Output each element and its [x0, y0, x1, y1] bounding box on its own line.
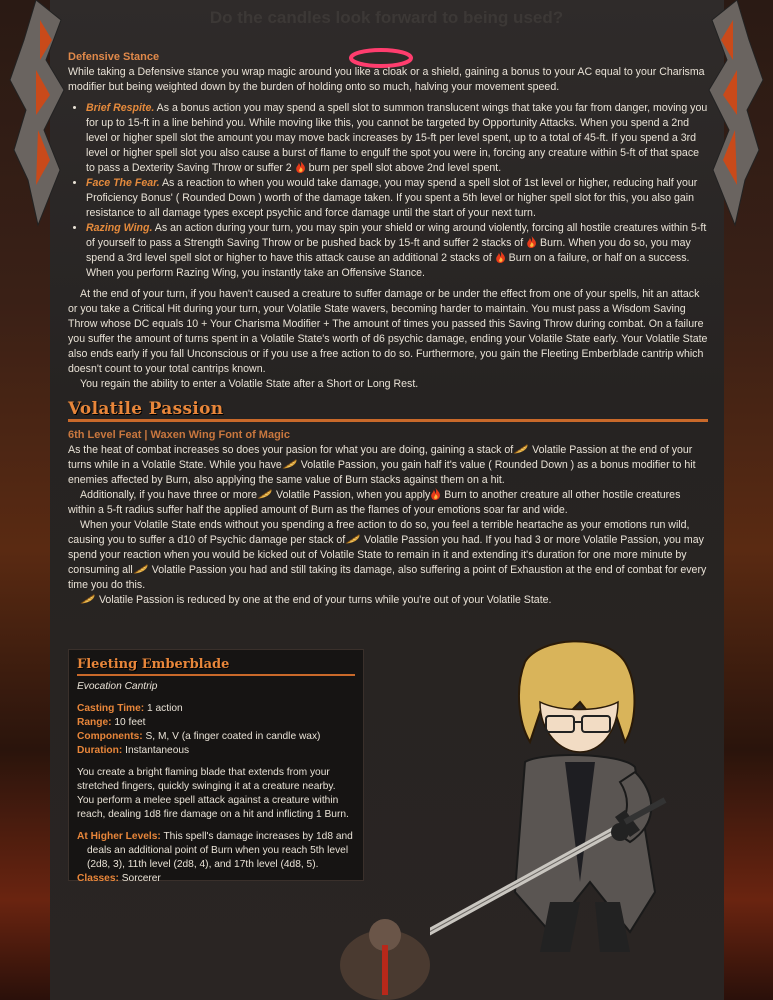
- classes-value: Sorcerer: [118, 873, 161, 884]
- classes-label: Classes:: [77, 873, 119, 884]
- components-label: Components:: [77, 731, 143, 742]
- feather-icon: [282, 458, 298, 470]
- flame-icon: [526, 236, 537, 248]
- flame-icon: [295, 161, 306, 173]
- spell-name: Fleeting Emberblade: [77, 657, 230, 672]
- spell-duration: [77, 744, 355, 758]
- list-item-face-the-fear: [86, 176, 708, 221]
- brief-respite-text-a: As a bonus action you may spend a spell slot to summon translucent wings that take you far from danger, moving you for up to 15-ft in a line behind you. While moving like this, you cannot be targeted by Opportunity Attacks. When you spend a 2nd level or higher spell slot the amount you may move back increases by 15-ft per level spent, up to a total of 45-ft. If you spend a 3rd level or higher spell slot you also cause a burst of flame to engulf the spot you were in, forcing any creature within 5-ft of that space to pass a Dexterity Saving Throw or suffer 2: [86, 102, 708, 174]
- spell-statblock: [68, 649, 364, 884]
- passion-paragraph-4: [68, 593, 708, 608]
- components-value: S, M, V (a finger coated in candle wax): [142, 731, 321, 742]
- passion-p4: Volatile Passion is reduced by one at the end of your turns while you're out of your Volatile State.: [96, 594, 552, 606]
- range-value: 10 feet: [111, 717, 146, 728]
- term-razing-wing: Razing Wing.: [86, 222, 153, 234]
- razing-wing-text-c: Burn on a failure, or half on a success. When you perform Razing Wing, you instantly take an Offensive Stance.: [86, 252, 690, 279]
- section-divider: [68, 419, 708, 422]
- volatile-state-paragraph: At the end of your turn, if you haven't caused a creature to suffer damage or be under the effect from one of your spells, hit an attack or you take a Critical Hit during your turn, your Volatile State wavers, becoming harder to maintain. You must pass a Wisdom Saving Throw whose DC equals 10 + Your Charisma Modifier + The amount of times you passed this Saving Throw during combat. On a failure you suffer the amount of turns spent in a Volatile State's worth of d6 psychic damage, ending your Volatile State early. Your Volatile State also ends early if you fall Unconscious or if you use a free action to do so. Furthermore, you gain the Fleeting Emberblade cantrip which doesn't count to your total cantrips known.: [68, 288, 708, 375]
- passion-paragraph-2: [68, 488, 708, 518]
- passion-p3-a: When your Volatile State ends without you spending a free action to do so, you feel a terrible heartache as your emotions run wild, causing you to suffer a d10 of Psychic damage per stack of: [68, 519, 690, 546]
- volatile-state-regain: You regain the ability to enter a Volatile State after a Short or Long Rest.: [80, 378, 419, 390]
- passion-p1-a: As the heat of combat increases so does your pasion for what you are doing, gaining a stack of: [68, 444, 514, 456]
- passion-p2-b: Volatile Passion, when you apply: [273, 489, 431, 501]
- passion-p1-c: Volatile Passion, you gain half it's value ( Rounded Down ) as a bonus modifier to hit enemies affected by Burn, also applying the same value of Burn stacks against them on a hit.: [68, 459, 696, 486]
- spell-higher-levels: [77, 830, 355, 872]
- left-wing-ornament: [6, 0, 68, 230]
- higher-levels-label: At Higher Levels:: [77, 831, 161, 842]
- spell-classes: [77, 872, 355, 886]
- brief-respite-text-b: burn per spell slot above 2nd level spent.: [305, 162, 502, 174]
- razing-wing-text-a: As an action during your turn, you may spin your shield or wing around violently, forcing all hostile creatures within 5-ft of yourself to pass a Strength Saving Throw or be pushed back by 15-ft and suffer 2 stacks of: [86, 222, 707, 249]
- volatile-passion-subtitle: 6th Level Feat | Waxen Wing Font of Magic: [68, 429, 290, 441]
- term-brief-respite: Brief Respite.: [86, 102, 155, 114]
- main-content: [68, 50, 708, 608]
- spell-school: Evocation Cantrip: [77, 681, 158, 692]
- casting-time-label: Casting Time:: [77, 703, 145, 714]
- page-header-ghost: Do the candles look forward to being used?: [209, 8, 564, 27]
- character-illustration: [430, 632, 720, 952]
- passion-p3-b: Volatile Passion you had. If you had 3 or more Volatile Passion, you may spend your reaction when you would be kicked out of Volatile State to remain in it and extending it's duration for one more minute by consuming all: [68, 534, 704, 576]
- feather-icon: [257, 488, 273, 500]
- passion-paragraph-1: [68, 443, 708, 488]
- range-label: Range:: [77, 717, 112, 728]
- passion-p2-a: Additionally, if you have three or more: [80, 489, 258, 501]
- feather-icon: [133, 563, 149, 575]
- razing-wing-text-b: Burn. When you do so, you may spend a 3rd level spell slot or higher to have this attack cause an additional 2 stacks of: [86, 237, 691, 264]
- list-item-brief-respite: [86, 101, 708, 176]
- passion-p1-b: Volatile Passion at the end of your turns while in a Volatile State. While you have: [68, 444, 693, 471]
- flame-icon: [430, 488, 441, 500]
- passion-p2-c: Burn to another creature all other hostile creatures within a 5-ft radius suffer half the applied amount of Burn as the flames of your emotions soar far and wide.: [68, 489, 681, 516]
- feather-icon: [345, 533, 361, 545]
- duration-label: Duration:: [77, 745, 123, 756]
- volatile-passion-title: Volatile Passion: [68, 399, 224, 419]
- spell-range: [77, 716, 355, 730]
- casting-time-value: 1 action: [144, 703, 183, 714]
- face-the-fear-text: As a reaction to when you would take damage, you may spend a spell slot of 1st level or higher, reducing half your Proficiency Bonus' ( Rounded Down ) worth of the damage taken. If you spent a 5th level or higher spell slot for this, you also gain resistance to all damage types except psychic and force damage until the start of your next turn.: [86, 177, 698, 219]
- spell-divider: [77, 674, 355, 676]
- passion-paragraph-3: [68, 518, 708, 593]
- stance-options-list: [68, 101, 708, 281]
- feather-icon: [80, 593, 96, 605]
- spell-casting-time: [77, 702, 355, 716]
- spell-description: You create a bright flaming blade that extends from your stretched fingers, quickly swinging it at a creature nearby. You perform a melee spell attack against a creature within reach, dealing 1d8 fire damage on a hit and inflicting 1 Burn.: [77, 767, 349, 820]
- passion-p3-c: Volatile Passion you had and still taking its damage, also suffering a point of Exhaustion at the end of combat for every time you do this.: [68, 564, 707, 591]
- duration-value: Instantaneous: [122, 745, 190, 756]
- flame-icon: [495, 251, 506, 263]
- defensive-stance-intro: While taking a Defensive stance you wrap magic around you like a cloak or a shield, gaining a bonus to your AC equal to your Charisma modifier but being weighted down by the burden of holding onto so much, halving your movement speed.: [68, 66, 705, 93]
- statue-illustration: [330, 905, 440, 1000]
- defensive-stance-heading: Defensive Stance: [68, 51, 160, 63]
- spell-components: [77, 730, 355, 744]
- higher-levels-value: This spell's damage increases by 1d8 and deals an additional point of Burn when you reach 5th level (2d8, 3), 11th level (2d8, 4), and 17th level (4d8, 5).: [87, 831, 353, 870]
- term-face-the-fear: Face The Fear.: [86, 177, 160, 189]
- right-wing-ornament: [705, 0, 767, 230]
- list-item-razing-wing: [86, 221, 708, 281]
- feather-icon: [513, 443, 529, 455]
